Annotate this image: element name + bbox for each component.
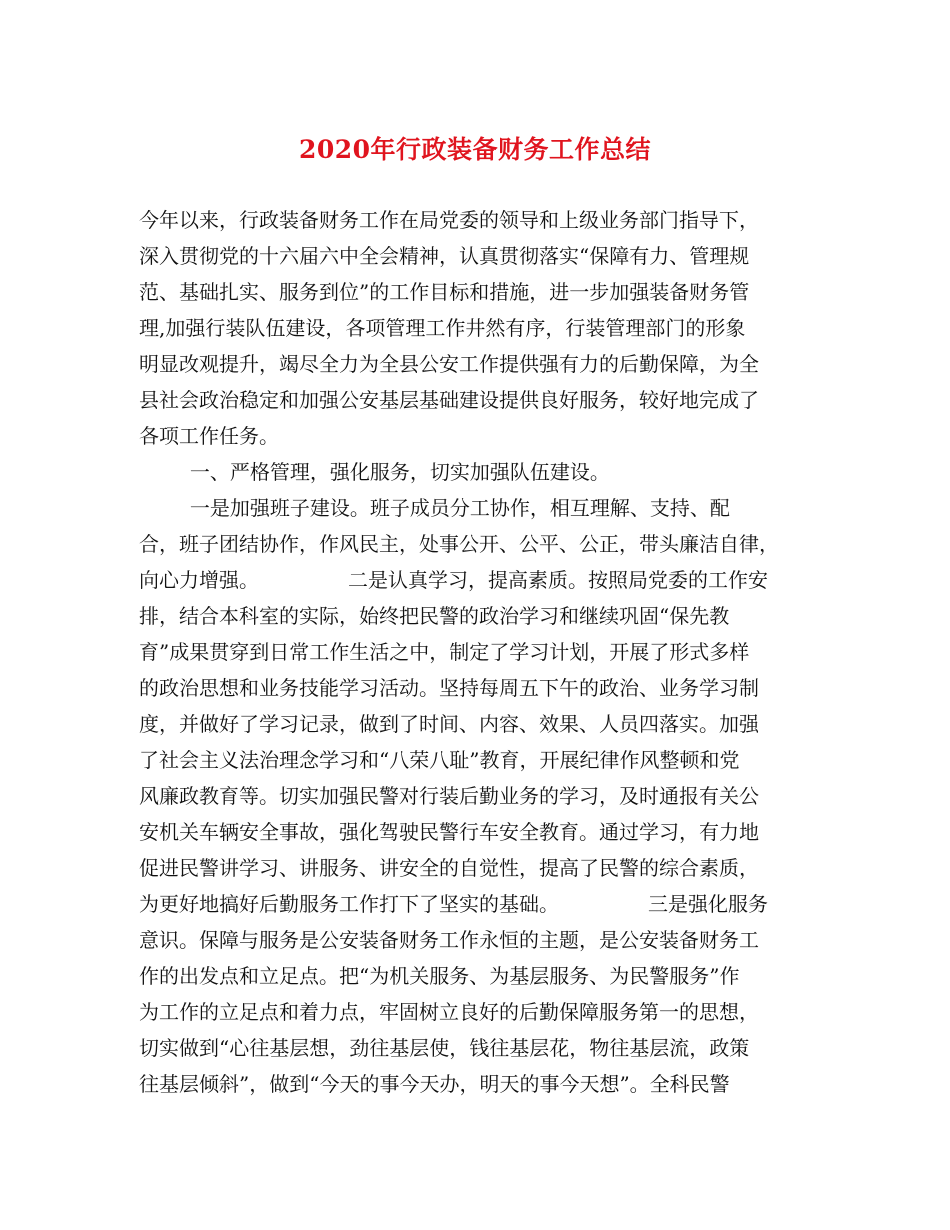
body-line: 作的出发点和立足点。把“为机关服务、为基层服务、为民警服务”作 [139,964,740,988]
body-line: 了社会主义法治理念学习和“八荣八耻”教育，开展纪律作风整顿和党 [139,748,740,772]
body-line: 意识。保障与服务是公安装备财务工作永恒的主题，是公安装备财务工 [139,928,759,952]
body-line: 风廉政教育等。切实加强民警对行装后勤业务的学习，及时通报有关公 [139,784,759,808]
body-line: 度，并做好了学习记录，做到了时间、内容、效果、人员四落实。加强 [139,712,759,736]
body-line: 理,加强行装队伍建设，各项管理工作井然有序，行装管理部门的形象 [139,316,746,340]
body-line: 合，班子团结协作，作风民主，处事公开、公平、公正，带头廉洁自律， [139,532,779,556]
body-line: 向心力增强。 二是认真学习，提高素质。按照局党委的工作安 [139,568,769,592]
section-heading: 一、严格管理，强化服务，切实加强队伍建设。 [139,460,610,484]
body-line: 深入贯彻党的十六届六中全会精神，认真贯彻落实“保障有力、管理规 [139,244,750,268]
body-line: 促进民警讲学习、讲服务、讲安全的自觉性，提高了民警的综合素质， [139,856,759,880]
body-line: 切实做到“心往基层想，劲往基层使，钱往基层花，物往基层流，政策 [139,1036,750,1060]
body-line: 一是加强班子建设。班子成员分工协作，相互理解、支持、配 [139,496,730,520]
body-line: 的政治思想和业务技能学习活动。坚持每周五下午的政治、业务学习制 [139,676,759,700]
body-line: 往基层倾斜”，做到“今天的事今天办，明天的事今天想”。全科民警 [139,1072,730,1096]
body-line: 各项工作任务。 [139,424,279,448]
body-line: 为工作的立足点和着力点，牢固树立良好的后勤保障服务第一的思想， [139,1000,759,1024]
body-line: 范、基础扎实、服务到位”的工作目标和措施，进一步加强装备财务管 [139,280,750,304]
body-line: 明显改观提升，竭尽全力为全县公安工作提供强有力的后勤保障，为全 [139,352,759,376]
document-title: 2020年行政装备财务工作总结 [298,135,652,164]
body-line: 县社会政治稳定和加强公安基层基础建设提供良好服务，较好地完成了 [139,388,759,412]
body-line: 为更好地搞好后勤服务工作打下了坚实的基础。 三是强化服务 [139,892,769,916]
body-line: 育”成果贯穿到日常工作生活之中，制定了学习计划，开展了形式多样 [139,640,750,664]
body-line: 安机关车辆安全事故，强化驾驶民警行车安全教育。通过学习，有力地 [139,820,759,844]
body-line: 今年以来，行政装备财务工作在局党委的领导和上级业务部门指导下， [139,208,759,232]
body-line: 排，结合本科室的实际，始终把民警的政治学习和继续巩固“保先教 [139,604,730,628]
